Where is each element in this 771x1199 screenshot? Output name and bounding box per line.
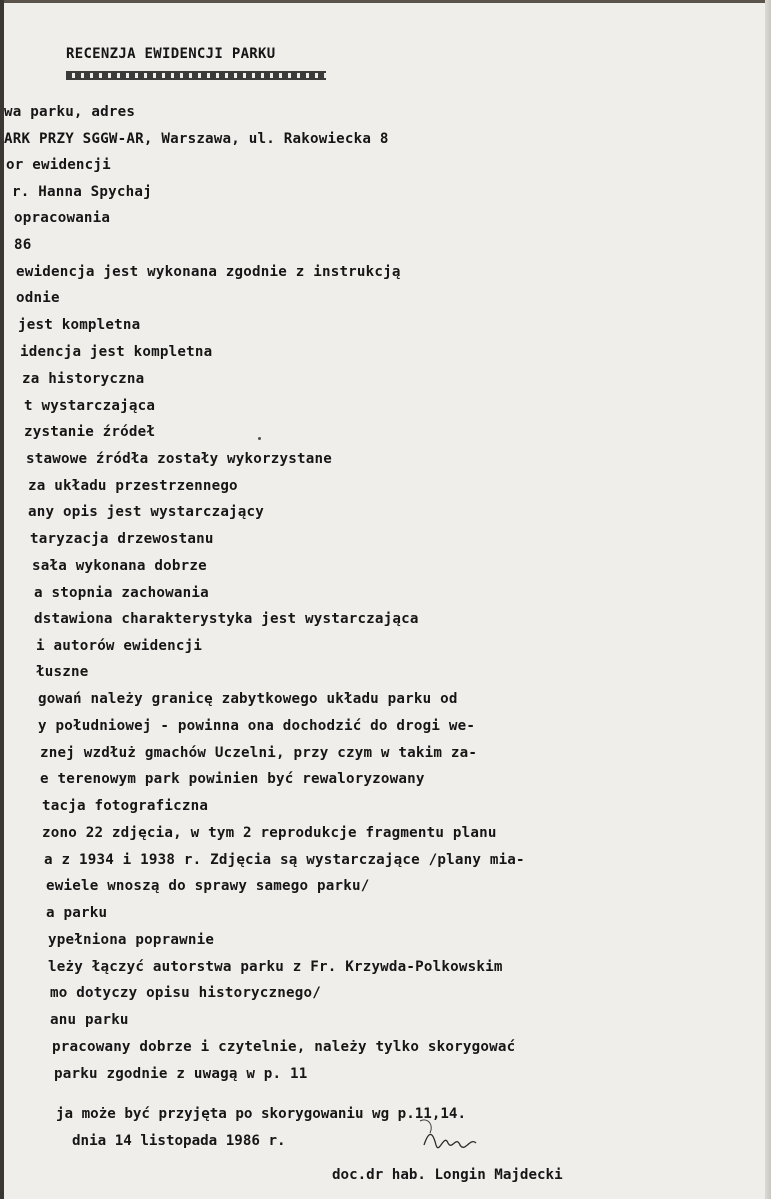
- text-line: dstawiona charakterystyka jest wystarczająca: [34, 611, 419, 627]
- text-line: zystanie źródeł: [24, 424, 156, 440]
- text-line: łuszne: [36, 664, 89, 680]
- text-line: ypełniona poprawnie: [48, 932, 215, 948]
- closing-date: dnia 14 listopada 1986 r.: [72, 1133, 286, 1149]
- text-line: pracowany dobrze i czytelnie, należy tylko skorygować: [52, 1039, 516, 1055]
- document-title: RECENZJA EWIDENCJI PARKU: [66, 46, 276, 62]
- text-line: tacja fotograficzna: [42, 798, 209, 814]
- text-line: jest kompletna: [18, 317, 141, 333]
- text-line: wa parku, adres: [4, 104, 136, 120]
- text-line: a parku: [46, 905, 108, 921]
- text-line: anu parku: [50, 1012, 129, 1028]
- signatory-name: doc.dr hab. Longin Majdecki: [332, 1167, 563, 1183]
- text-line: znej wzdłuż gmachów Uczelni, przy czym w takim za-: [40, 745, 478, 761]
- text-line: a z 1934 i 1938 r. Zdjęcia są wystarczające /plany mia-: [44, 852, 525, 868]
- text-line: e terenowym park powinien być rewaloryzowany: [40, 771, 425, 787]
- text-line: za historyczna: [22, 371, 145, 387]
- text-line: ewidencja jest wykonana zgodnie z instrukcją: [16, 264, 401, 280]
- text-line: taryzacja drzewostanu: [30, 531, 214, 547]
- text-line: gowań należy granicę zabytkowego układu parku od: [38, 691, 458, 707]
- text-line: opracowania: [14, 210, 111, 226]
- text-line: stawowe źródła zostały wykorzystane: [26, 451, 332, 467]
- text-line: t wystarczająca: [24, 398, 156, 414]
- title-underline: [66, 71, 326, 80]
- text-line: mo dotyczy opisu historycznego/: [50, 985, 321, 1001]
- text-line: zono 22 zdjęcia, w tym 2 reprodukcje fragmentu planu: [42, 825, 497, 841]
- text-line: r. Hanna Spychaj: [12, 184, 152, 200]
- text-line: idencja jest kompletna: [20, 344, 213, 360]
- closing-conclusion: ja może być przyjęta po skorygowaniu wg p.11,14.: [56, 1106, 466, 1122]
- text-line: odnie: [16, 290, 60, 306]
- handwritten-signature-icon: [418, 1115, 530, 1163]
- text-line: i autorów ewidencji: [36, 638, 203, 654]
- text-line: sała wykonana dobrze: [32, 558, 207, 574]
- scan-right-edge: [765, 0, 771, 1199]
- scan-left-edge: [0, 0, 4, 1199]
- text-line: ARK PRZY SGGW-AR, Warszawa, ul. Rakowiecka 8: [4, 131, 389, 147]
- text-line: ewiele wnoszą do sprawy samego parku/: [46, 878, 370, 894]
- text-line: or ewidencji: [6, 157, 111, 173]
- scan-top-edge: [0, 0, 771, 3]
- text-line: a stopnia zachowania: [34, 585, 209, 601]
- text-line: any opis jest wystarczający: [28, 504, 265, 520]
- text-line: za układu przestrzennego: [28, 478, 238, 494]
- text-line: 86: [14, 237, 32, 253]
- ink-speck: [258, 437, 261, 440]
- text-line: leży łączyć autorstwa parku z Fr. Krzywda-Polkowskim: [48, 959, 503, 975]
- text-line: y południowej - powinna ona dochodzić do drogi we-: [38, 718, 476, 734]
- text-line: parku zgodnie z uwagą w p. 11: [54, 1066, 308, 1082]
